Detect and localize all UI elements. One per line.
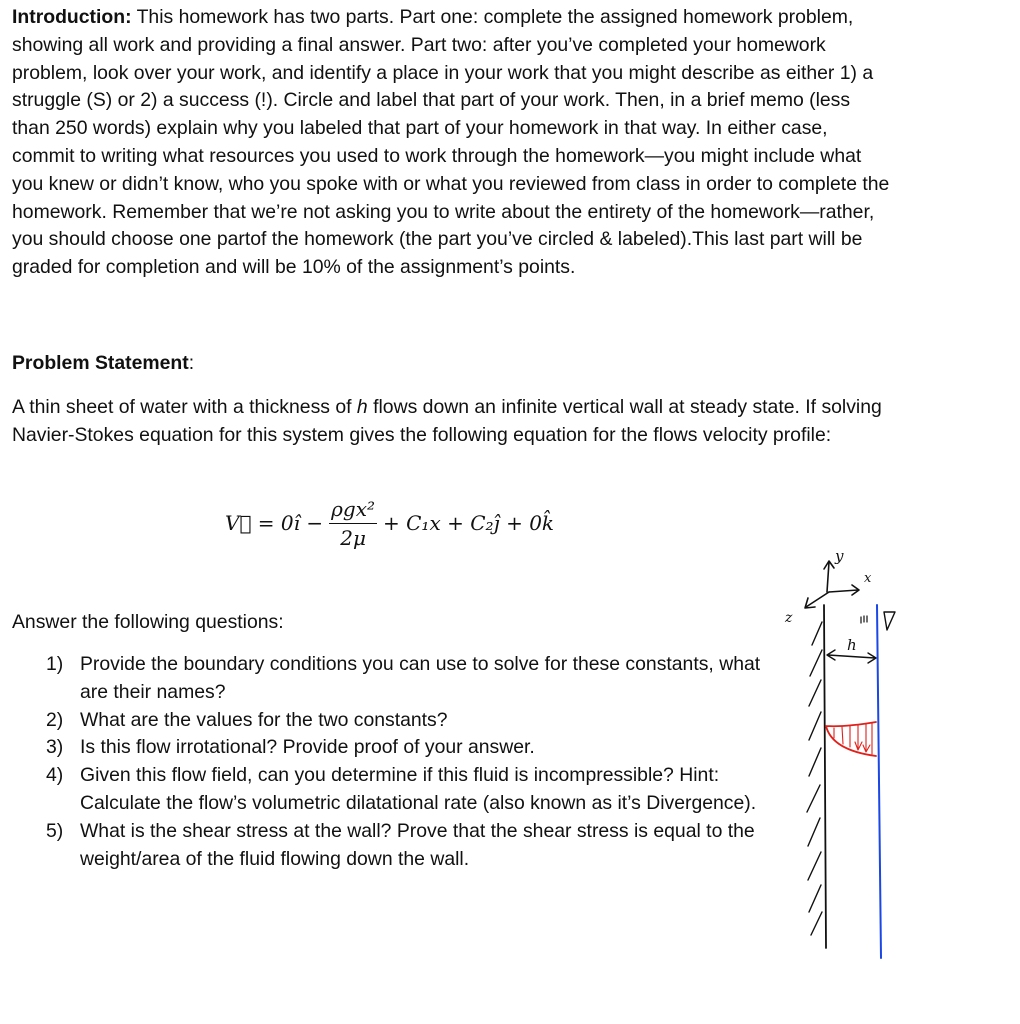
problem-statement-heading — [12, 350, 194, 377]
question-text: Provide the boundary conditions you can use to solve for these constants, what are their names? — [80, 653, 761, 703]
question-item — [46, 707, 786, 735]
wall-flow-sketch — [740, 540, 920, 970]
problem-statement-colon: : — [188, 352, 195, 374]
question-item — [46, 734, 786, 762]
equation-denominator: 2μ — [340, 525, 366, 550]
x-axis-label: x — [864, 571, 872, 586]
question-item — [46, 762, 786, 818]
introduction-text: This homework has two parts. Part one: complete the assigned homework problem, showing all work and providing a final answer. Part two: after you’ve completed your homework problem, look over your work, and identify a place in your work that you might describe as either 1) a struggle (S) or 2) a success (!). Circle and label that part of your work. Then, in a brief memo (less than 250 words) explain why you labeled that part of your homework in that way. In either case, commit to writing what resources you used to work through the homework—you might include what you knew or didn’t know, who you spoke with or what you reviewed from class in order to complete the homework. Remember that we’re not asking you to write about the entirety of the homework—rather, you should choose one partof the homework (the part you’ve circled & labeled).This last part will be graded for completion and will be 10% of the assignment’s points. — [12, 6, 890, 279]
question-text: Is this flow irrotational? Provide proof of your answer. — [80, 736, 535, 759]
wall-hatching — [807, 622, 822, 935]
question-text: What is the shear stress at the wall? Prove that the shear stress is equal to the weight/area of the fluid flowing down the wall. — [80, 819, 755, 870]
introduction-label: Introduction: — [12, 6, 132, 28]
y-axis-label: y — [835, 547, 844, 565]
z-axis-label: z — [785, 610, 793, 626]
question-number: 1) — [46, 653, 64, 675]
questions-intro: Answer the following questions: — [12, 611, 284, 633]
thickness-variable: h — [356, 396, 368, 418]
introduction-paragraph — [12, 4, 892, 282]
equation-fraction — [329, 497, 377, 550]
question-number: 2) — [46, 708, 64, 731]
velocity-profile-curve — [826, 722, 876, 756]
problem-statement-label: Problem Statement — [12, 352, 189, 374]
equation-rhs: + C₁x + C₂ĵ + 0k̂ — [383, 511, 555, 535]
statement-part-b: flows down an infinite vertical wall at steady state. If solving Navier-Stokes equation for this system gives the following equation for the flows velocity profile: — [12, 396, 882, 446]
velocity-equation — [225, 488, 554, 558]
question-number: 3) — [46, 736, 64, 759]
thickness-label: h — [847, 636, 857, 654]
question-item — [46, 818, 786, 874]
equation-lhs: V⃗ = 0î − — [225, 511, 324, 535]
free-surface-marker — [884, 612, 895, 630]
question-text: What are the values for the two constants? — [80, 708, 448, 731]
question-text: Given this flow field, can you determine if this fluid is incompressible? Hint: Calculate the flow’s volumetric dilatational rate (also known as it’s Divergence). — [80, 764, 757, 814]
questions-list — [46, 651, 786, 873]
x-axis-arrow — [829, 585, 859, 595]
z-axis-arrow — [805, 592, 829, 608]
question-item — [46, 651, 786, 707]
fluid-surface-line — [877, 605, 881, 958]
wall-line — [824, 605, 826, 948]
surface-ticks — [861, 616, 867, 623]
velocity-profile-arrows — [834, 723, 872, 754]
question-number: 5) — [46, 819, 64, 842]
statement-part-a: A thin sheet of water with a thickness of — [12, 396, 357, 418]
equation-numerator: ρgx² — [329, 497, 377, 524]
y-axis-arrow — [824, 561, 834, 592]
question-number: 4) — [46, 764, 64, 787]
problem-statement-text — [12, 393, 882, 449]
